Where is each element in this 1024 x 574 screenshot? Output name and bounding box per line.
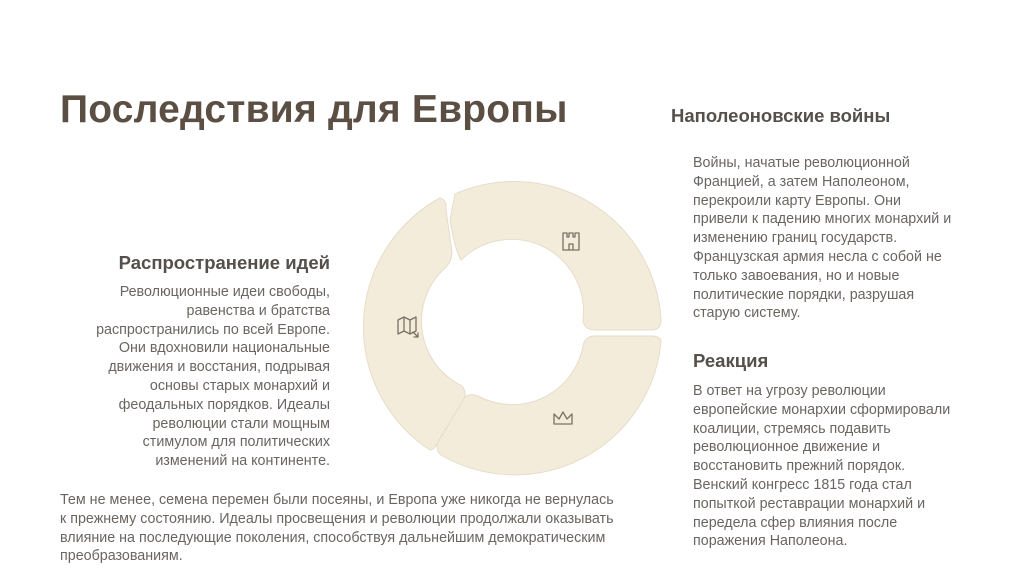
segment-ideas <box>363 198 465 450</box>
ideas-heading: Распространение идей <box>118 252 330 273</box>
ideas-text: Революционные идеи свободы, равенства и братства распространились по всей Европе. Они вдохновили национальные движения и восстания, подрывая основы старых монархий и феодальных порядков. Идеалы революции стали мощным стимулом для политических изменений на континенте. <box>96 284 330 470</box>
conclusion-text: Тем не менее, семена перемен были посеяны, и Европа уже никогда не вернулась к прежнему состоянию. Идеалы просвещения и революции продолжали оказывать влияние на последующие поколения, способствуя дальнейшим демократическим преобразованиям. <box>60 492 614 565</box>
reaction-heading: Реакция <box>693 350 769 371</box>
wars-text: Войны, начатые революционной Францией, а затем Наполеоном, перекроили карту Европы. Они привели к падению многих монархий и изменению границ государств. Французская армия несла с собой не только завоевания, но и новые политические порядки, разрушая старую систему. <box>693 155 952 322</box>
segment-wars <box>450 182 661 330</box>
slide-title: Последствия для Европы <box>60 88 568 131</box>
wars-heading: Наполеоновские войны <box>671 105 891 126</box>
reaction-text: В ответ на угрозу революции европейские монархии сформировали коалиции, стремясь подавить революционное движение и восстановить прежний порядок. Венский конгресс 1815 года стал попыткой реставрации монархий и передела сфер влияния после поражения Наполеона. <box>693 383 951 550</box>
segment-reaction <box>437 336 661 475</box>
